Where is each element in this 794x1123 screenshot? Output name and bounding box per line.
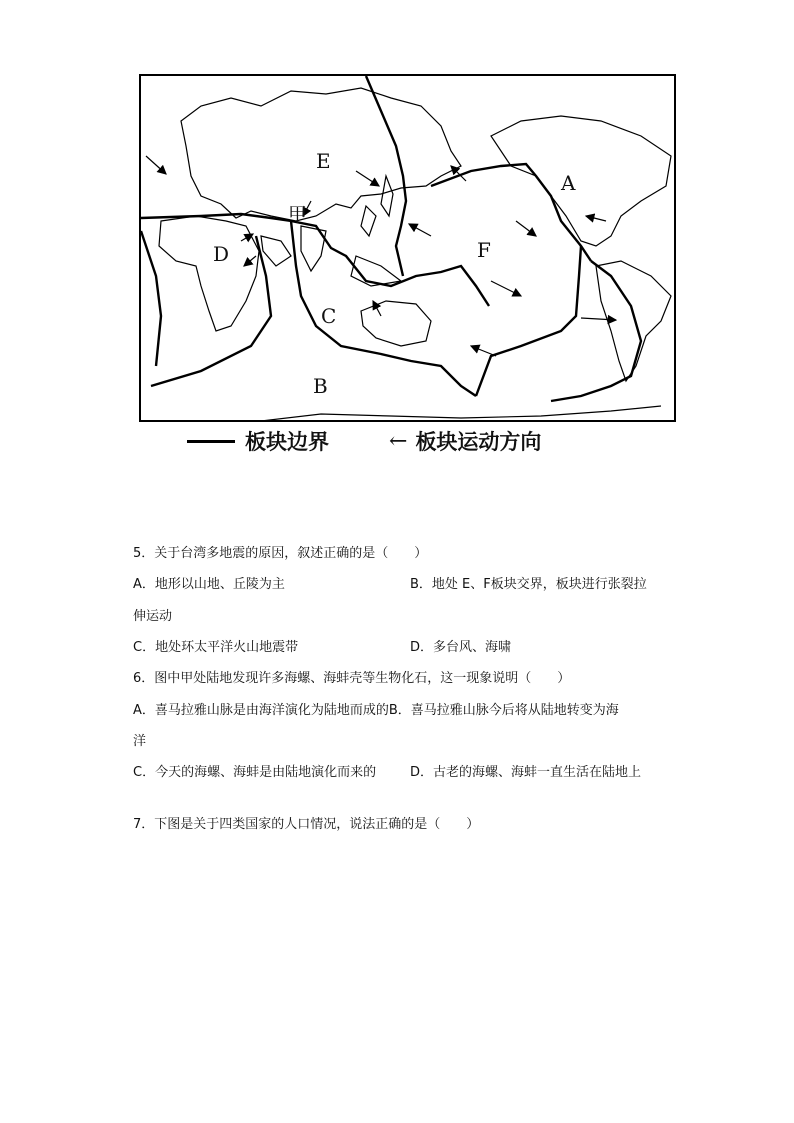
plate-label-f: F — [477, 238, 491, 262]
location-jia-label: 甲 — [288, 204, 308, 226]
boundary-line-sample — [187, 440, 235, 443]
q6-option-d: D．古老的海螺、海蚌一直生活在陆地上 — [410, 765, 642, 780]
q5-option-d: D．多台风、海啸 — [410, 640, 512, 655]
q5-option-c: C．地处环太平洋火山地震带 — [133, 640, 299, 655]
q5-stem: 5．关于台湾多地震的原因，叙述正确的是（ ） — [133, 546, 428, 561]
plate-label-e: E — [316, 149, 331, 173]
map-legend — [187, 426, 541, 456]
legend-motion-label: 板块运动方向 — [415, 429, 542, 454]
continent-outlines — [159, 88, 671, 421]
left-arrow-icon: ← — [389, 428, 408, 454]
q6-stem: 6．图中甲处陆地发现许多海螺、海蚌壳等生物化石，这一现象说明（ ） — [133, 671, 571, 686]
plate-label-a: A — [561, 171, 576, 195]
q5-option-b: B．地处 E、F板块交界，板块进行张裂拉 — [410, 577, 647, 592]
q7-stem: 7．下图是关于四类国家的人口情况，说法正确的是（ ） — [133, 817, 480, 832]
plate-label-d: D — [213, 242, 230, 266]
q6-option-c: C．今天的海螺、海蚌是由陆地演化而来的 — [133, 765, 377, 780]
q6-options-ab-continued: 洋 — [133, 734, 147, 749]
q5-option-b-continued: 伸运动 — [133, 609, 173, 624]
q5-option-a: A．地形以山地、丘陵为主 — [133, 577, 285, 592]
plate-map — [139, 74, 676, 422]
q6-options-ab: A．喜马拉雅山脉是由海洋演化为陆地而成的B．喜马拉雅山脉今后将从陆地转变为海 — [133, 703, 619, 718]
plate-label-b: B — [313, 374, 328, 398]
plate-label-c: C — [321, 304, 337, 328]
legend-boundary-label: 板块边界 — [245, 429, 329, 454]
plate-boundaries — [141, 76, 641, 401]
